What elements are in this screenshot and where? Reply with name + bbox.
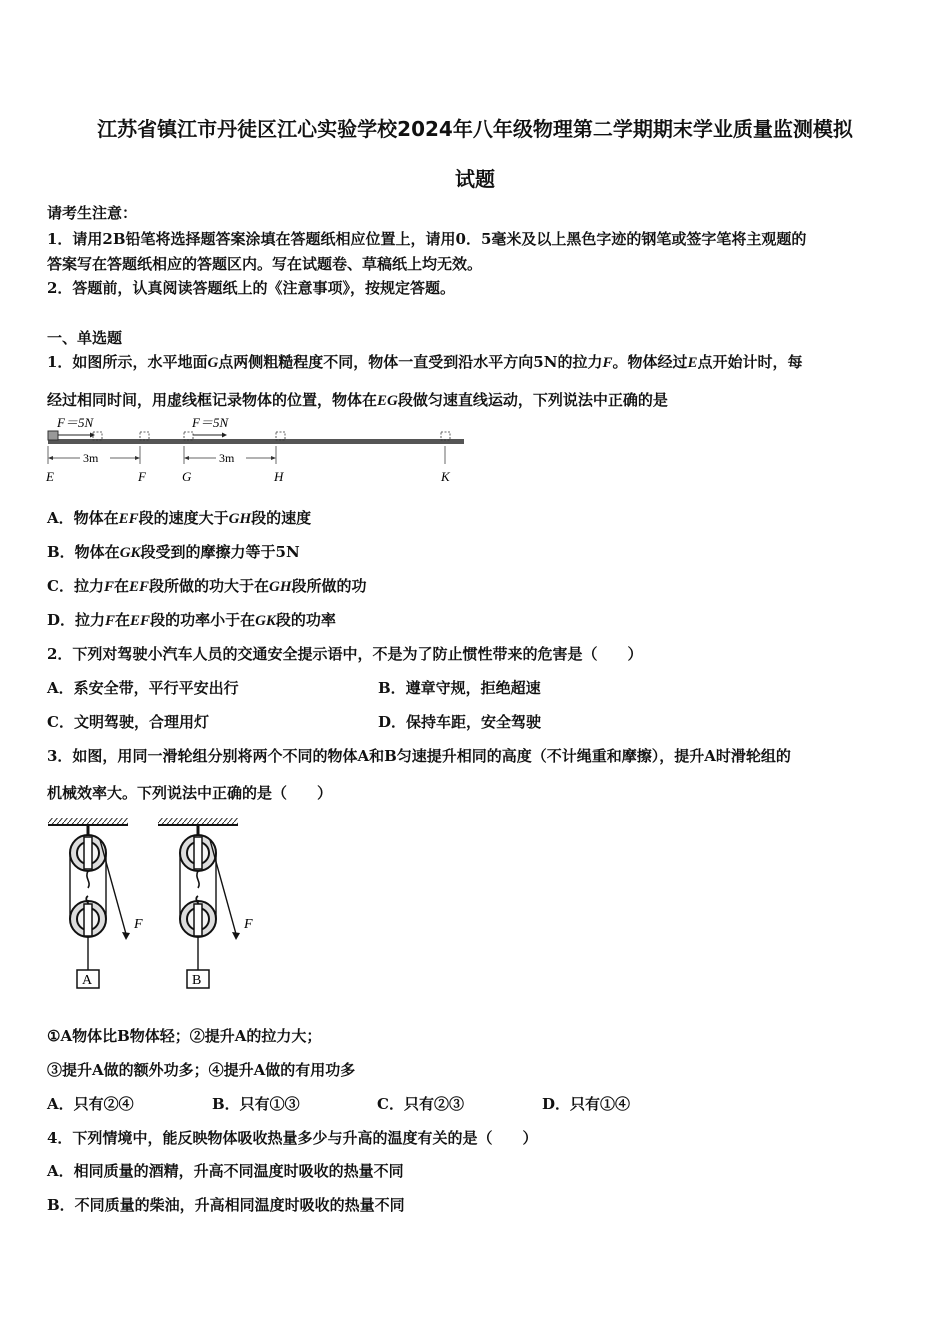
force-label-b: F — [244, 917, 253, 932]
q2-option-c[interactable]: C．文明驾驶，合理用灯 — [47, 713, 209, 731]
document-title-line1: 江苏省镇江市丹徒区江心实验学校2024年八年级物理第二学期期末学业质量监测模拟 — [97, 117, 853, 141]
box-b-label: B — [192, 973, 202, 988]
object-block — [48, 431, 58, 440]
point-e: E — [46, 469, 54, 484]
section-heading: 一、单选题 — [47, 329, 123, 347]
point-g: G — [182, 469, 192, 484]
distance-label-1: 3m — [83, 451, 99, 465]
q3-pulley-figure — [44, 816, 254, 996]
q3-stem-line1: 3．如图，用同一滑轮组分别将两个不同的物体A和B匀速提升相同的高度（不计绳重和摩擦），提升A时滑轮组的 — [47, 747, 791, 765]
q1-motion-figure — [40, 412, 470, 487]
pulley-system-a — [48, 818, 143, 988]
q3-option-c[interactable]: C．只有②③ — [377, 1095, 464, 1113]
q2-option-a[interactable]: A．系安全带，平行平安出行 — [47, 679, 239, 697]
q4-option-a[interactable]: A．相同质量的酒精，升高不同温度时吸收的热量不同 — [47, 1162, 404, 1180]
point-k: K — [441, 469, 450, 484]
box-a-label: A — [82, 973, 93, 988]
q3-option-d[interactable]: D．只有①④ — [542, 1095, 631, 1113]
notice-item1-line1: 1．请用2B铅笔将选择题答案涂填在答题纸相应位置上，请用0．5毫米及以上黑色字迹的钢笔或签字笔将主观题的 — [47, 230, 807, 248]
q1-option-b[interactable]: B．物体在GK段受到的摩擦力等于5N — [47, 543, 300, 561]
q1-stem-line1: 1．如图所示，水平地面G点两侧粗糙程度不同，物体一直受到沿水平方向5N的拉力F。物体经过E点开始计时，每 — [47, 353, 803, 371]
q3-option-a[interactable]: A．只有②④ — [47, 1095, 134, 1113]
q1-stem-line2: 经过相同时间，用虚线框记录物体的位置，物体在EG段做匀速直线运动，下列说法中正确的是 — [47, 391, 668, 409]
q3-statements-line2: ③提升A做的额外功多；④提升A做的有用功多 — [47, 1061, 356, 1079]
force-label-2: F＝5N — [192, 415, 229, 430]
point-f: F — [138, 469, 146, 484]
q3-statements-line1: ①A物体比B物体轻；②提升A的拉力大； — [47, 1027, 322, 1045]
q1-option-c[interactable]: C．拉力F在EF段所做的功大于在GH段所做的功 — [47, 577, 367, 595]
q3-stem-line2: 机械效率大。下列说法中正确的是（ ） — [47, 784, 333, 802]
notice-item1-line2: 答案写在答题纸相应的答题区内。写在试题卷、草稿纸上均无效。 — [47, 255, 483, 273]
force-label-1: F＝5N — [57, 415, 94, 430]
q4-stem: 4．下列情境中，能反映物体吸收热量多少与升高的温度有关的是（ ） — [47, 1129, 538, 1147]
pulley-system-b — [158, 818, 253, 988]
q4-option-b[interactable]: B．不同质量的柴油，升高相同温度时吸收的热量不同 — [47, 1196, 405, 1214]
q2-option-d[interactable]: D．保持车距，安全驾驶 — [378, 713, 542, 731]
document-title-line2: 试题 — [455, 167, 495, 191]
distance-label-2: 3m — [219, 451, 235, 465]
q1-option-a[interactable]: A．物体在EF段的速度大于GH段的速度 — [47, 509, 312, 527]
q2-stem: 2．下列对驾驶小汽车人员的交通安全提示语中，不是为了防止惯性带来的危害是（ ） — [47, 645, 643, 663]
q2-option-b[interactable]: B．遵章守规，拒绝超速 — [378, 679, 541, 697]
point-h: H — [274, 469, 284, 484]
notice-item2: 2．答题前，认真阅读答题纸上的《注意事项》，按规定答题。 — [47, 279, 455, 297]
notice-heading: 请考生注意： — [47, 204, 138, 222]
q1-option-d[interactable]: D．拉力F在EF段的功率小于在GK段的功率 — [47, 611, 336, 629]
force-label-a: F — [134, 917, 143, 932]
q3-option-b[interactable]: B．只有①③ — [212, 1095, 300, 1113]
